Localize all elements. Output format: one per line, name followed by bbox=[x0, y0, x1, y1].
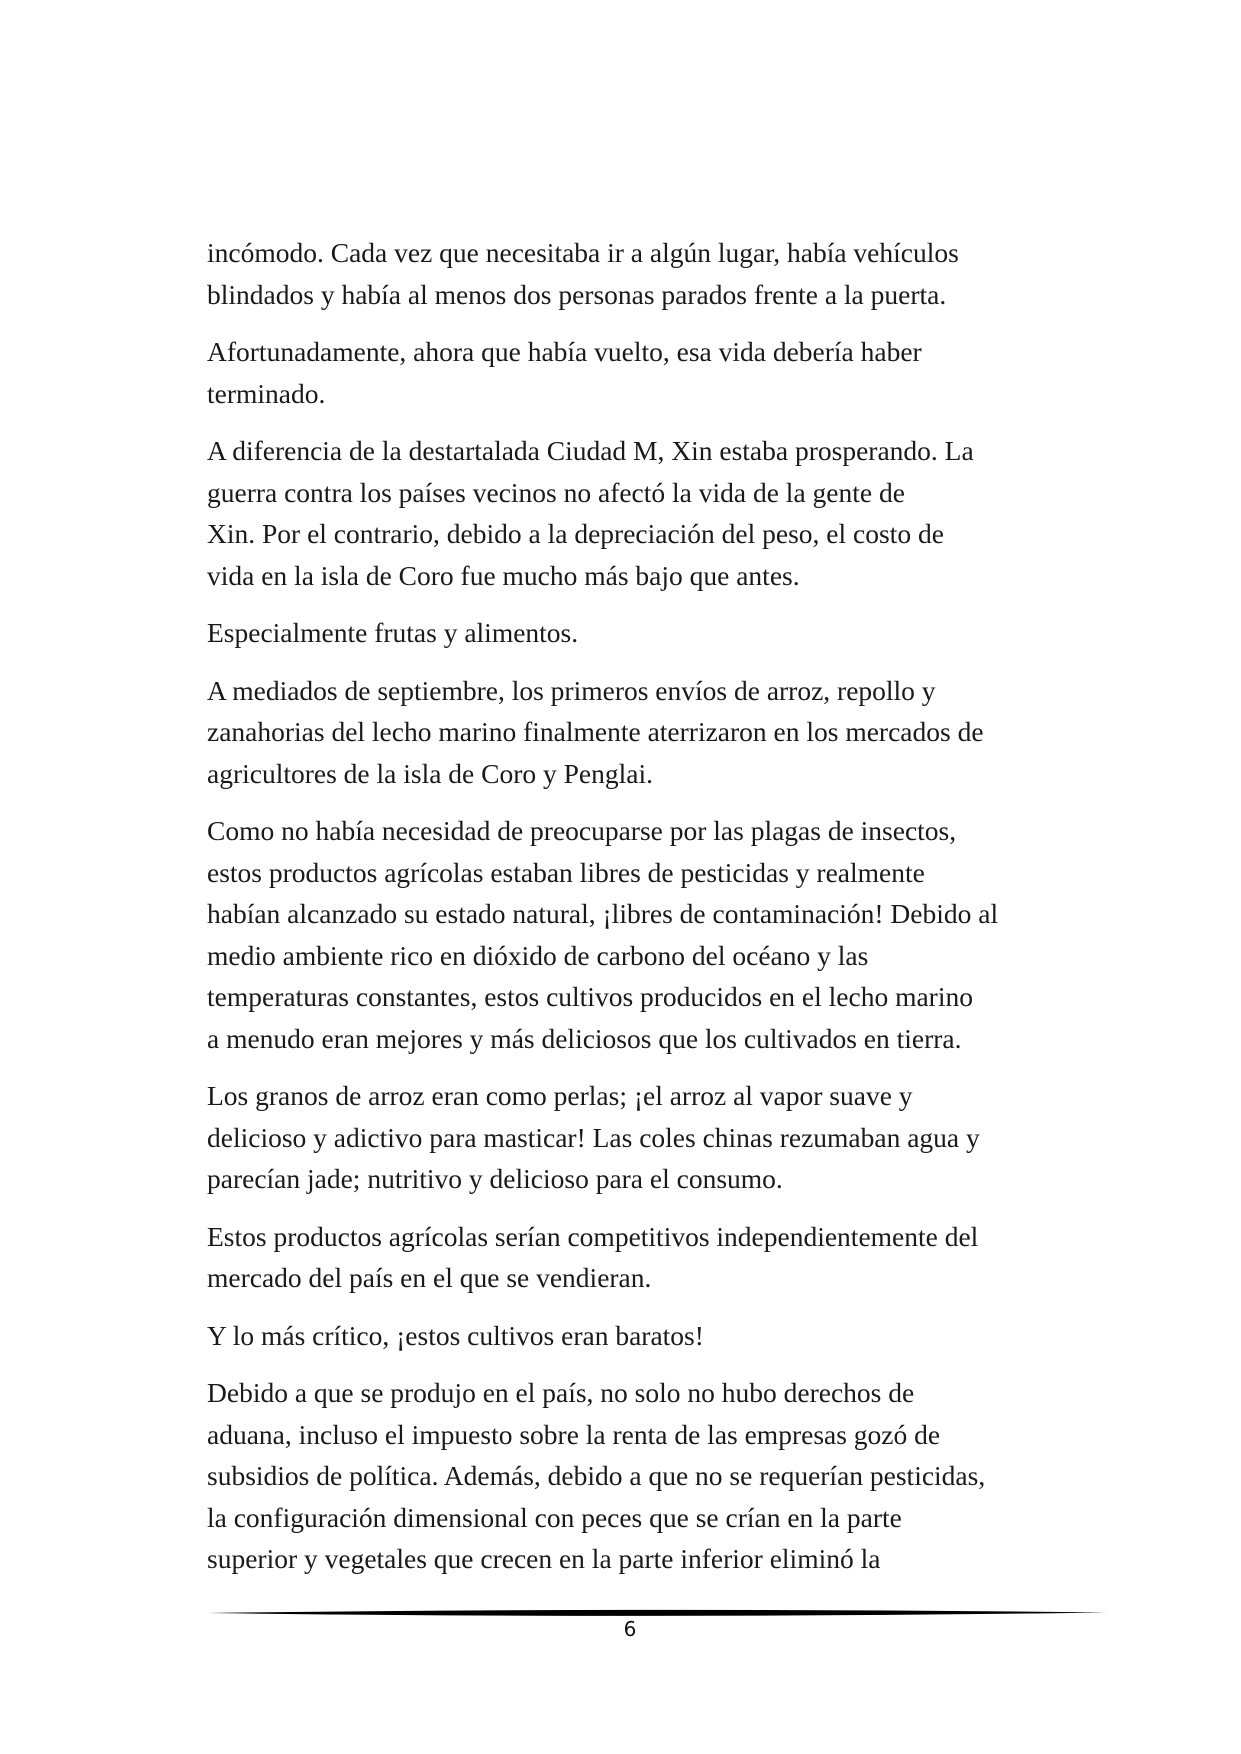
paragraph bbox=[207, 1075, 1067, 1200]
text-line: Xin. Por el contrario, debido a la depreciación del peso, el costo de bbox=[207, 518, 944, 549]
paragraph bbox=[207, 670, 1067, 795]
text-line: guerra contra los países vecinos no afectó la vida de la gente de bbox=[207, 476, 905, 508]
text-line: zanahorias del lecho marino finalmente aterrizaron en los mercados de bbox=[207, 716, 984, 747]
text-line: incómodo. Cada vez que necesitaba ir a algún lugar, había vehículos bbox=[207, 237, 959, 268]
text-line: Estos productos agrícolas serían competitivos independientemente del bbox=[207, 1220, 979, 1252]
text-line: estos productos agrícolas estaban libres de pesticidas y realmente bbox=[207, 856, 925, 888]
text-line: agricultores de la isla de Coro y Penglai. bbox=[207, 757, 653, 789]
text-line: vida en la isla de Coro fue mucho más bajo que antes. bbox=[207, 559, 800, 591]
page-number: 6 bbox=[623, 1617, 637, 1641]
text-line: parecían jade; nutritivo y delicioso para el consumo. bbox=[207, 1163, 783, 1194]
text-line: A diferencia de la destartalada Ciudad M, Xin estaba prosperando. La bbox=[207, 435, 974, 466]
text-line: Especialmente frutas y alimentos. bbox=[207, 617, 579, 648]
text-line: Afortunadamente, ahora que había vuelto, esa vida debería haber bbox=[207, 336, 922, 367]
text-line: blindados y había al menos dos personas parados frente a la puerta. bbox=[207, 278, 947, 310]
text-line: Debido a que se produjo en el país, no solo no hubo derechos de bbox=[207, 1377, 915, 1408]
text-line: terminado. bbox=[207, 377, 326, 409]
paragraph bbox=[207, 331, 1067, 414]
text-line: subsidios de política. Además, debido a que no se requerían pesticidas, bbox=[207, 1460, 986, 1491]
text-line: temperaturas constantes, estos cultivos producidos en el lecho marino bbox=[207, 981, 973, 1012]
text-line: aduana, incluso el impuesto sobre la renta de las empresas gozó de bbox=[207, 1418, 941, 1450]
paragraph bbox=[207, 1315, 1067, 1357]
text-line: A mediados de septiembre, los primeros envíos de arroz, repollo y bbox=[207, 674, 936, 706]
text-line: superior y vegetales que crecen en la parte inferior eliminó la bbox=[207, 1543, 881, 1574]
text-line: la configuración dimensional con peces que se crían en la parte bbox=[207, 1501, 902, 1533]
paragraph bbox=[207, 612, 1067, 654]
text-line: Los granos de arroz eran como perlas; ¡el arroz al vapor suave y bbox=[207, 1080, 913, 1111]
paragraph bbox=[207, 430, 1067, 596]
paragraph bbox=[207, 1216, 1067, 1299]
text-line: Y lo más crítico, ¡estos cultivos eran baratos! bbox=[207, 1319, 704, 1351]
paragraph bbox=[207, 232, 1067, 315]
text-line: mercado del país en el que se vendieran. bbox=[207, 1262, 652, 1293]
paragraph bbox=[207, 1372, 1067, 1580]
text-line: Como no había necesidad de preocuparse por las plagas de insectos, bbox=[207, 815, 957, 846]
text-line: delicioso y adictivo para masticar! Las coles chinas rezumaban agua y bbox=[207, 1121, 980, 1153]
paragraph bbox=[207, 810, 1067, 1059]
text-line: medio ambiente rico en dióxido de carbono del océano y las bbox=[207, 939, 869, 971]
body-text bbox=[207, 232, 1067, 1596]
text-line: habían alcanzado su estado natural, ¡libres de contaminación! Debido al bbox=[207, 898, 999, 929]
text-line: a menudo eran mejores y más deliciosos que los cultivados en tierra. bbox=[207, 1022, 962, 1054]
